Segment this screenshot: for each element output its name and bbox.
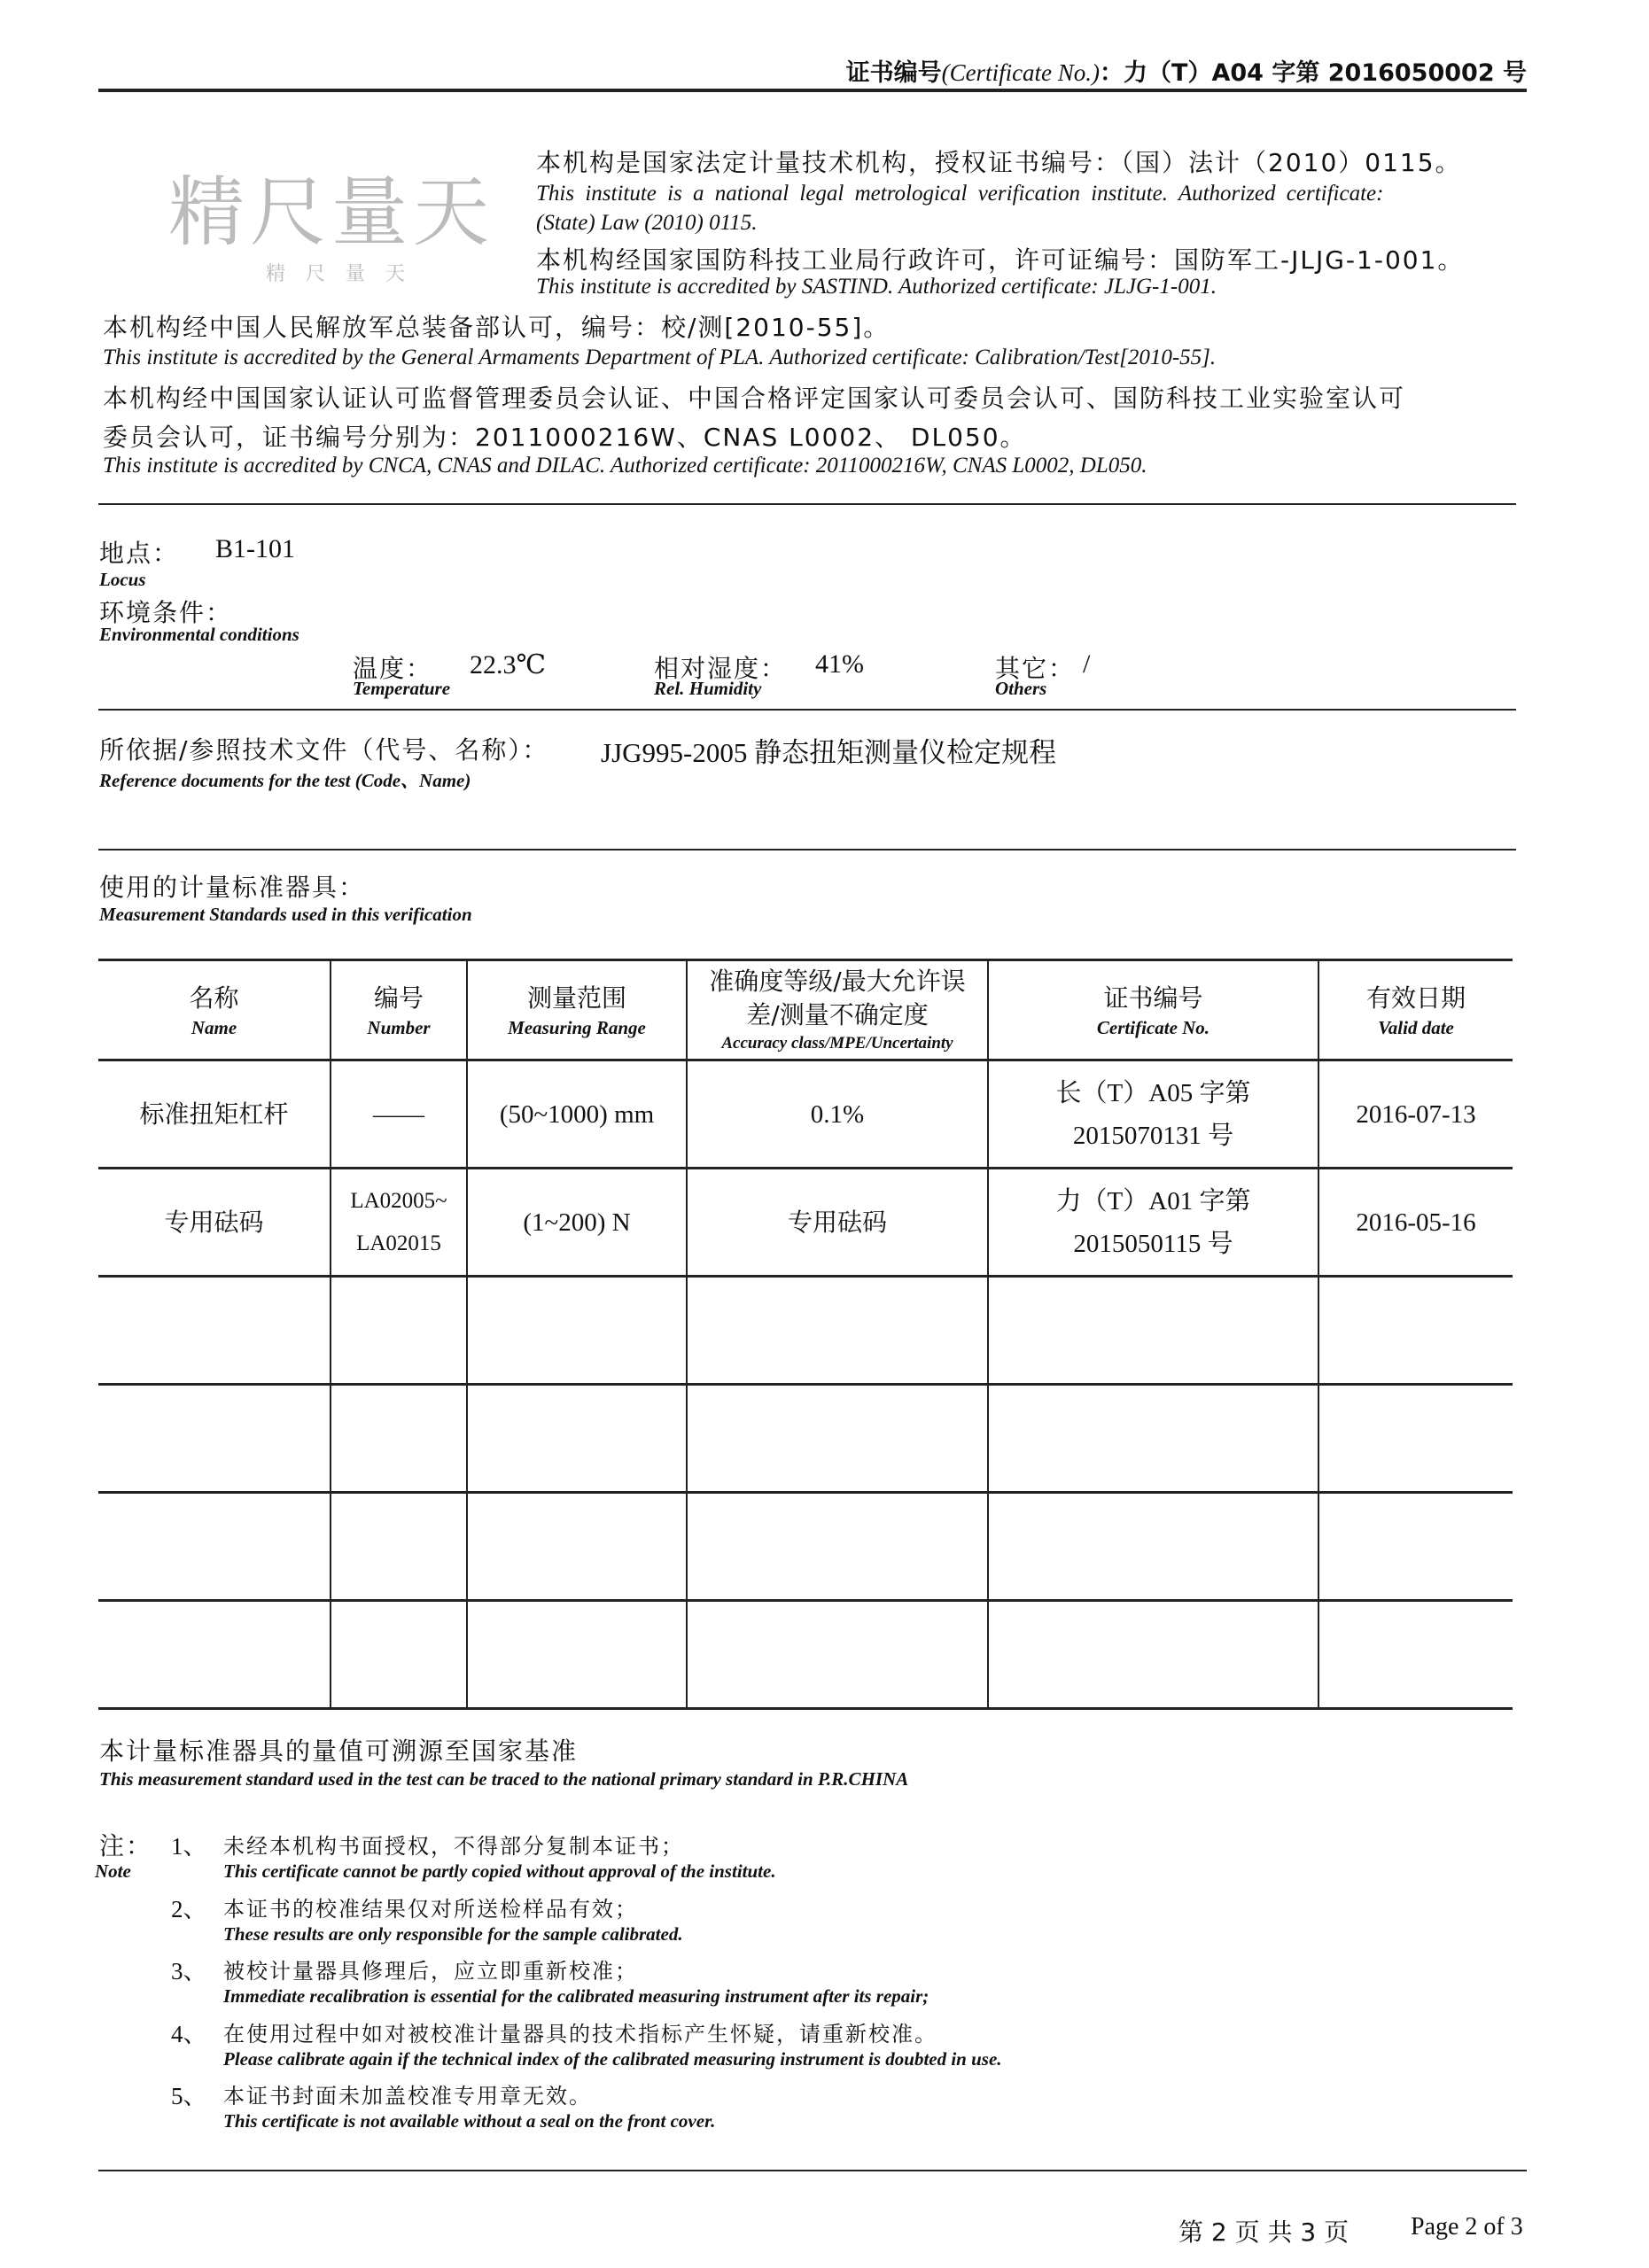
- note-text-en: This certificate is not available without a seal on the front cover.: [223, 2110, 716, 2132]
- column-header: 编号 Number: [331, 960, 467, 1060]
- note-text: 未经本机构书面授权，不得部分复制本证书；: [223, 1834, 684, 1859]
- column-header: 测量范围 Measuring Range: [467, 960, 687, 1060]
- table-cell: 长（T）A05 字第 2015070131 号: [988, 1060, 1318, 1169]
- intro-line: This institute is accredited by the General Armaments Department of PLA. Authorized certificate: Calibration/Test[2010-55].: [103, 346, 1217, 369]
- intro-line: 本机构经中国人民解放军总装备部认可，编号：校/测[2010-55]。: [103, 313, 891, 342]
- header-divider: [98, 89, 1527, 92]
- note-number: 4、: [171, 2021, 207, 2047]
- table-cell: (1~200) N: [467, 1169, 687, 1277]
- env-label-en: Environmental conditions: [99, 624, 299, 645]
- others-value: /: [1083, 649, 1091, 679]
- locus-label: 地点：: [99, 539, 180, 568]
- table-row: [98, 1169, 1513, 1277]
- intro-line: 本机构经中国国家认证认可监督管理委员会认证、中国合格评定国家认可委员会认可、国防科技工业实验室认可: [103, 384, 1406, 413]
- intro-line: This institute is accredited by SASTIND. Authorized certificate: JLJG-1-001.: [536, 275, 1217, 299]
- reference-value: JJG995-2005 静态扭矩测量仪检定规程: [601, 737, 1057, 768]
- note-number: 2、: [171, 1896, 207, 1922]
- traceability-text-en: This measurement standard used in the test can be traced to the national primary standard in P.R.CHINA: [99, 1768, 909, 1790]
- table-cell: 2016-05-16: [1318, 1169, 1513, 1277]
- temp-label: 温度：: [353, 654, 433, 683]
- locus-value: B1-101: [215, 534, 295, 563]
- standards-label: 使用的计量标准器具：: [99, 873, 366, 902]
- locus-label-en: Locus: [99, 569, 146, 590]
- certificate-number: [846, 53, 1527, 88]
- table-cell: 0.1%: [687, 1060, 988, 1169]
- table-cell: 专用砝码: [98, 1169, 331, 1277]
- table-cell: 力（T）A01 字第 2015050115 号: [988, 1169, 1318, 1277]
- intro-line: 本机构经国家国防科技工业局行政许可，许可证编号：国防军工-JLJG-1-001。: [536, 245, 1465, 275]
- table-cell: (50~1000) mm: [467, 1060, 687, 1169]
- note-number: 1、: [171, 1833, 207, 1860]
- note-label-en: Note: [95, 1860, 131, 1882]
- table-row-empty: [98, 1493, 1513, 1601]
- reference-label: 所依据/参照技术文件（代号、名称）：: [99, 735, 549, 765]
- table-cell: 标准扭矩杠杆: [98, 1060, 331, 1169]
- table-cell: LA02005~ LA02015: [331, 1169, 467, 1277]
- intro-line: 委员会认可，证书编号分别为：2011000216W、CNAS L0002、 DL050。: [103, 423, 1027, 452]
- page-number-en: Page 2 of 3: [1411, 2213, 1523, 2241]
- note-text: 本证书封面未加盖校准专用章无效。: [223, 2084, 592, 2109]
- env-label: 环境条件：: [99, 598, 233, 627]
- others-label-en: Others: [995, 678, 1047, 699]
- humidity-value: 41%: [815, 649, 864, 679]
- cert-label-cn: 证书编号: [845, 59, 942, 87]
- humidity-label-en: Rel. Humidity: [654, 678, 762, 699]
- note-text-en: Please calibrate again if the technical index of the calibrated measuring instrument is doubted in use.: [223, 2048, 1002, 2070]
- note-text-en: Immediate recalibration is essential for the calibrated measuring instrument after its repair;: [223, 1985, 930, 2007]
- note-number: 3、: [171, 1958, 207, 1984]
- table-row: [98, 1060, 1513, 1169]
- column-header: 名称 Name: [98, 960, 331, 1060]
- divider: [98, 503, 1516, 505]
- standards-label-en: Measurement Standards used in this verification: [99, 904, 472, 925]
- table-row-empty: [98, 1385, 1513, 1493]
- humidity-label: 相对湿度：: [654, 654, 788, 683]
- traceability-text: 本计量标准器具的量值可溯源至国家基准: [99, 1736, 579, 1766]
- note-number: 5、: [171, 2083, 207, 2109]
- divider: [98, 709, 1516, 711]
- note-text-en: These results are only responsible for the sample calibrated.: [223, 1923, 683, 1945]
- divider: [98, 849, 1516, 850]
- note-label: 注：: [99, 1831, 153, 1860]
- column-header: 证书编号 Certificate No.: [988, 960, 1318, 1060]
- intro-line: (State) Law (2010) 0115.: [536, 211, 758, 235]
- intro-line: This institute is accredited by CNCA, CNAS and DILAC. Authorized certificate: 2011000216W, CNAS L0002, DL050.: [103, 454, 1147, 478]
- temp-label-en: Temperature: [353, 678, 451, 699]
- table-cell: 2016-07-13: [1318, 1060, 1513, 1169]
- table-row-empty: [98, 1277, 1513, 1385]
- institute-logo: 精尺量天 精 尺 量 天: [168, 168, 494, 285]
- table-header-row: [98, 960, 1513, 1060]
- reference-label-en: Reference documents for the test (Code、Name): [99, 770, 471, 791]
- page-number-cn: 第 2 页 共 3 页: [1178, 2218, 1350, 2247]
- footer-divider: [98, 2170, 1527, 2171]
- note-text: 被校计量器具修理后，应立即重新校准；: [223, 1959, 638, 1984]
- note-text: 在使用过程中如对被校准计量器具的技术指标产生怀疑，请重新校准。: [223, 2022, 937, 2047]
- note-text: 本证书的校准结果仅对所送检样品有效；: [223, 1897, 638, 1922]
- table-cell: ——: [331, 1060, 467, 1169]
- table-row-empty: [98, 1601, 1513, 1709]
- column-header: 有效日期 Valid date: [1318, 960, 1513, 1060]
- intro-line: This institute is a national legal metrological verification institute. Authorized certificate:: [536, 182, 1384, 206]
- standards-table: [98, 959, 1513, 1710]
- note-text-en: This certificate cannot be partly copied without approval of the institute.: [223, 1860, 776, 1882]
- table-cell: 专用砝码: [687, 1169, 988, 1277]
- others-label: 其它：: [995, 654, 1076, 683]
- cert-label-en: (Certificate No.): [941, 59, 1101, 86]
- intro-line: 本机构是国家法定计量技术机构，授权证书编号：（国）法计（2010）0115。: [536, 148, 1462, 177]
- column-header: 准确度等级/最大允许误差/测量不确定度 Accuracy class/MPE/Uncertainty: [687, 960, 988, 1060]
- cert-no-value: ：力（T）A04 字第 2016050002 号: [1100, 59, 1527, 87]
- temp-value: 22.3℃: [470, 650, 547, 680]
